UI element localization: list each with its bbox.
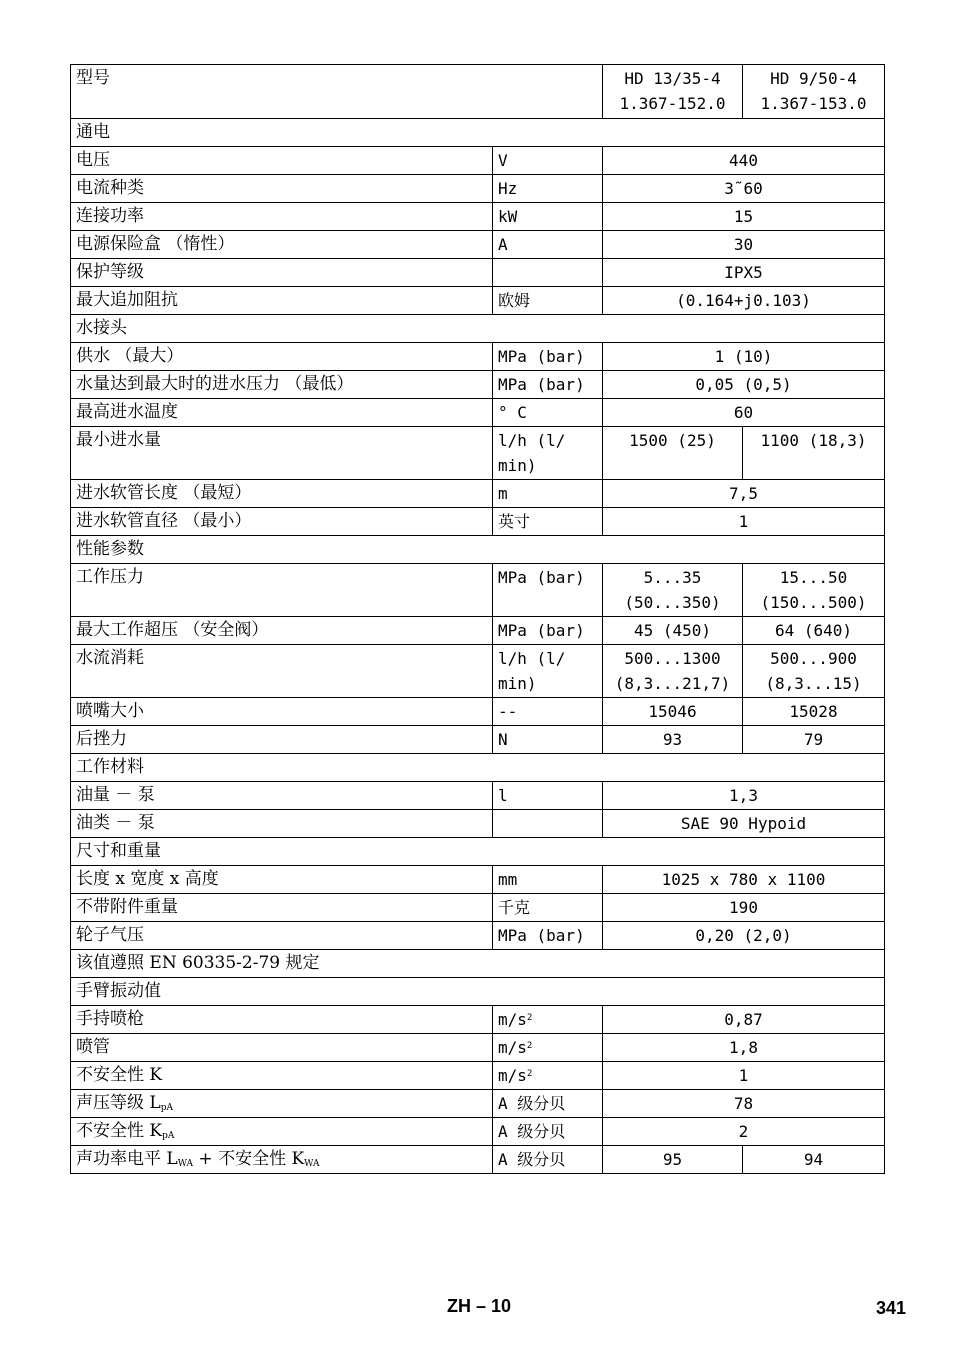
section-heading: 该值遵照 EN 60335-2-79 规定 [71, 950, 885, 978]
spec-value-model-1: 1500 (25) [603, 427, 743, 480]
spec-row [71, 1062, 885, 1090]
spec-unit: l/h (l/ min) [493, 645, 603, 698]
spec-value: 0,05 (0,5) [603, 371, 885, 399]
spec-label: 工作压力 [71, 564, 493, 617]
section-row [71, 950, 885, 978]
spec-value: 1025 x 780 x 1100 [603, 866, 885, 894]
spec-row [71, 147, 885, 175]
spec-value-model-2: 15...50 (150...500) [743, 564, 885, 617]
spec-value-model-2: 15028 [743, 698, 885, 726]
section-row [71, 536, 885, 564]
spec-label: 水流消耗 [71, 645, 493, 698]
spec-row [71, 175, 885, 203]
spec-value: 15 [603, 203, 885, 231]
section-row [71, 119, 885, 147]
spec-label: 声功率电平 $L_{WA}$ + 不安全性 $K_{WA}$ [71, 1146, 493, 1174]
section-row [71, 978, 885, 1006]
spec-unit [493, 259, 603, 287]
spec-label: 最小进水量 [71, 427, 493, 480]
spec-value-model-2: 1100 (18,3) [743, 427, 885, 480]
spec-row [71, 922, 885, 950]
spec-value-model-1: 15046 [603, 698, 743, 726]
section-row [71, 838, 885, 866]
spec-row [71, 726, 885, 754]
spec-value-model-2: 64 (640) [743, 617, 885, 645]
spec-label: 保护等级 [71, 259, 493, 287]
spec-label: 不安全性 K [71, 1062, 493, 1090]
spec-label: 轮子气压 [71, 922, 493, 950]
spec-table [70, 64, 885, 1174]
spec-value: 0,87 [603, 1006, 885, 1034]
spec-unit: mm [493, 866, 603, 894]
spec-value-model-1: 95 [603, 1146, 743, 1174]
spec-unit: MPa (bar) [493, 617, 603, 645]
header-label: 型号 [71, 65, 603, 119]
spec-value: 78 [603, 1090, 885, 1118]
spec-value-model-1: 500...1300 (8,3...21,7) [603, 645, 743, 698]
spec-unit: $m/s^2$ [493, 1062, 603, 1090]
spec-value: 7,5 [603, 480, 885, 508]
model-2-name: HD 9/50-4 [770, 69, 857, 88]
spec-unit: -- [493, 698, 603, 726]
section-heading: 通电 [71, 119, 885, 147]
spec-unit: MPa (bar) [493, 343, 603, 371]
spec-row [71, 203, 885, 231]
spec-unit: 千克 [493, 894, 603, 922]
spec-unit: N [493, 726, 603, 754]
spec-value: 2 [603, 1118, 885, 1146]
spec-row [71, 1006, 885, 1034]
spec-label: 最大追加阻抗 [71, 287, 493, 315]
spec-unit: $m/s^2$ [493, 1034, 603, 1062]
spec-value: 60 [603, 399, 885, 427]
spec-label: 进水软管直径 （最小） [71, 508, 493, 536]
section-heading: 水接头 [71, 315, 885, 343]
spec-label: 最高进水温度 [71, 399, 493, 427]
spec-unit: kW [493, 203, 603, 231]
spec-row [71, 782, 885, 810]
spec-unit: V [493, 147, 603, 175]
section-heading: 性能参数 [71, 536, 885, 564]
spec-row [71, 617, 885, 645]
spec-value: 1,3 [603, 782, 885, 810]
spec-value: (0.164+j0.103) [603, 287, 885, 315]
spec-row [71, 371, 885, 399]
spec-unit: l [493, 782, 603, 810]
spec-value-model-2: 94 [743, 1146, 885, 1174]
spec-row [71, 1090, 885, 1118]
spec-row [71, 1146, 885, 1174]
spec-unit: A [493, 231, 603, 259]
model-1-name: HD 13/35-4 [624, 69, 721, 88]
section-heading: 手臂振动值 [71, 978, 885, 1006]
spec-unit: A 级分贝 [493, 1118, 603, 1146]
spec-row [71, 810, 885, 838]
spec-value-model-2: 79 [743, 726, 885, 754]
spec-label: 油量 － 泵 [71, 782, 493, 810]
section-heading: 工作材料 [71, 754, 885, 782]
spec-unit: $m/s^2$ [493, 1006, 603, 1034]
spec-unit [493, 810, 603, 838]
spec-label: 手持喷枪 [71, 1006, 493, 1034]
section-row [71, 754, 885, 782]
spec-row [71, 259, 885, 287]
spec-label: 进水软管长度 （最短） [71, 480, 493, 508]
spec-unit: A 级分贝 [493, 1090, 603, 1118]
spec-value: 1,8 [603, 1034, 885, 1062]
spec-value: 190 [603, 894, 885, 922]
spec-row [71, 508, 885, 536]
spec-row [71, 564, 885, 617]
spec-unit: l/h (l/ min) [493, 427, 603, 480]
spec-value: IPX5 [603, 259, 885, 287]
spec-label: 电流种类 [71, 175, 493, 203]
spec-row [71, 343, 885, 371]
section-row [71, 315, 885, 343]
spec-value: 1 [603, 1062, 885, 1090]
page-number: 341 [876, 1298, 907, 1318]
spec-label: 后挫力 [71, 726, 493, 754]
spec-unit: A 级分贝 [493, 1146, 603, 1174]
spec-label: 不带附件重量 [71, 894, 493, 922]
spec-value: 440 [603, 147, 885, 175]
spec-label: 水量达到最大时的进水压力 （最低） [71, 371, 493, 399]
spec-unit: m [493, 480, 603, 508]
spec-label: 长度 x 宽度 x 高度 [71, 866, 493, 894]
spec-row [71, 645, 885, 698]
spec-unit: 英寸 [493, 508, 603, 536]
spec-value: 30 [603, 231, 885, 259]
section-heading: 尺寸和重量 [71, 838, 885, 866]
spec-unit: MPa (bar) [493, 371, 603, 399]
spec-unit: MPa (bar) [493, 922, 603, 950]
spec-label: 声压等级 $L_{pA}$ [71, 1090, 493, 1118]
spec-row [71, 1118, 885, 1146]
spec-label: 最大工作超压 （安全阀） [71, 617, 493, 645]
spec-value-model-2: 500...900 (8,3...15) [743, 645, 885, 698]
spec-value: 1 (10) [603, 343, 885, 371]
model-1-part: 1.367-152.0 [619, 94, 726, 113]
model-1-header [603, 65, 743, 119]
model-2-part: 1.367-153.0 [760, 94, 867, 113]
spec-label: 喷嘴大小 [71, 698, 493, 726]
spec-label: 不安全性 $K_{pA}$ [71, 1118, 493, 1146]
spec-row [71, 894, 885, 922]
spec-label: 油类 － 泵 [71, 810, 493, 838]
spec-row [71, 866, 885, 894]
spec-label: 电源保险盒 （惰性） [71, 231, 493, 259]
spec-row [71, 1034, 885, 1062]
spec-row [71, 480, 885, 508]
spec-value-model-1: 45 (450) [603, 617, 743, 645]
spec-value: 3˜60 [603, 175, 885, 203]
spec-label: 喷管 [71, 1034, 493, 1062]
header-row [71, 65, 885, 119]
spec-unit: MPa (bar) [493, 564, 603, 617]
spec-unit: Hz [493, 175, 603, 203]
spec-value: 0,20 (2,0) [603, 922, 885, 950]
spec-row [71, 399, 885, 427]
spec-value: SAE 90 Hypoid [603, 810, 885, 838]
spec-row [71, 698, 885, 726]
spec-row [71, 287, 885, 315]
spec-value-model-1: 5...35 (50...350) [603, 564, 743, 617]
spec-value: 1 [603, 508, 885, 536]
spec-table-body [71, 65, 885, 1174]
spec-unit: 欧姆 [493, 287, 603, 315]
spec-label: 电压 [71, 147, 493, 175]
page-code: ZH – 10 [447, 1296, 512, 1316]
spec-label: 连接功率 [71, 203, 493, 231]
spec-row [71, 427, 885, 480]
spec-label: 供水 （最大） [71, 343, 493, 371]
model-2-header [743, 65, 885, 119]
spec-value-model-1: 93 [603, 726, 743, 754]
spec-unit: ° C [493, 399, 603, 427]
spec-row [71, 231, 885, 259]
